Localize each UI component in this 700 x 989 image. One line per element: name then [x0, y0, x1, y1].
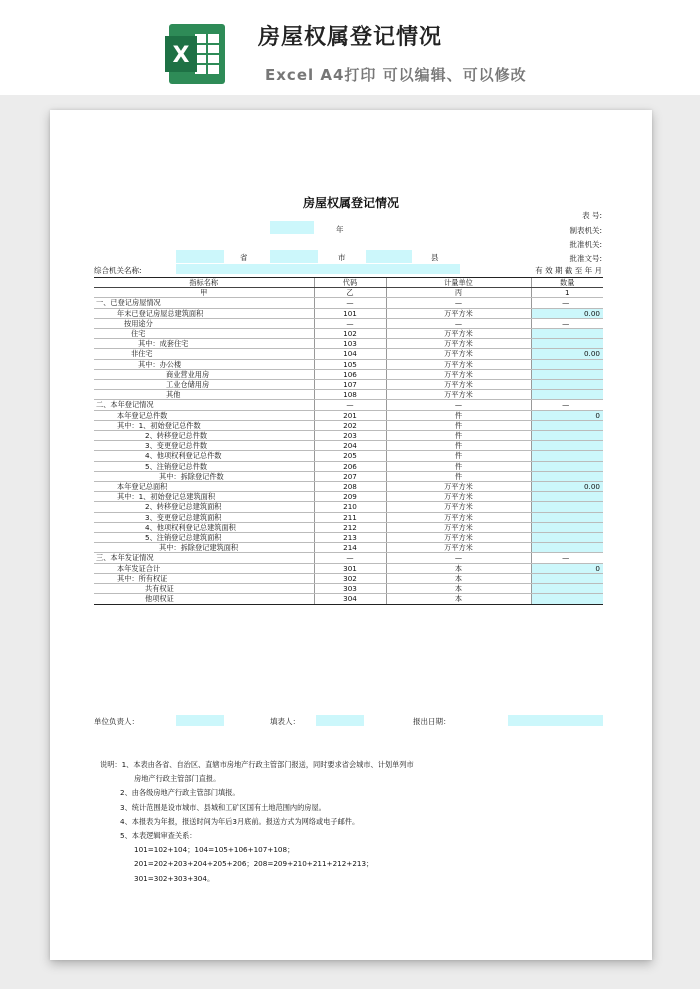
- row-code: 104: [314, 349, 386, 359]
- city-input[interactable]: [270, 250, 318, 263]
- row-name: 4、他项权利登记总建筑面积: [94, 522, 314, 532]
- note-line: 301=302+303+304。: [134, 873, 215, 883]
- row-code: 108: [314, 390, 386, 400]
- row-unit: 件: [386, 461, 531, 471]
- row-unit: 万平方米: [386, 482, 531, 492]
- row-unit: 件: [386, 410, 531, 420]
- row-unit: 万平方米: [386, 533, 531, 543]
- row-unit: 本: [386, 573, 531, 583]
- row-code: 209: [314, 492, 386, 502]
- row-name: 工业仓储用房: [94, 380, 314, 390]
- row-name: 他项权证: [94, 594, 314, 604]
- row-quantity[interactable]: [531, 594, 603, 604]
- row-quantity[interactable]: [531, 584, 603, 594]
- row-quantity[interactable]: [531, 420, 603, 430]
- row-code: 213: [314, 533, 386, 543]
- row-quantity: —: [531, 298, 603, 308]
- table-row: [94, 359, 603, 369]
- row-code: 301: [314, 563, 386, 573]
- table-row: [94, 308, 603, 318]
- table-row: [94, 369, 603, 379]
- row-name: 二、本年登记情况: [94, 400, 314, 410]
- row-code: 211: [314, 512, 386, 522]
- row-quantity: —: [531, 400, 603, 410]
- column-header: 计量单位: [386, 278, 531, 288]
- row-quantity[interactable]: [531, 329, 603, 339]
- row-quantity[interactable]: [531, 380, 603, 390]
- table-row: [94, 594, 603, 604]
- row-name: 其中：办公楼: [94, 359, 314, 369]
- meta-issuing-agency: 制表机关:: [569, 226, 602, 235]
- table-row: [94, 329, 603, 339]
- row-name: 2、转移登记总件数: [94, 431, 314, 441]
- column-header-row: [94, 278, 603, 288]
- table-row: [94, 471, 603, 481]
- row-code: 202: [314, 420, 386, 430]
- row-code: 204: [314, 441, 386, 451]
- filler-label: 填表人：: [270, 717, 300, 726]
- row-quantity[interactable]: [531, 339, 603, 349]
- responsible-label: 单位负责人：: [94, 717, 139, 726]
- row-unit: 本: [386, 594, 531, 604]
- row-name: 其中：1、初始登记总件数: [94, 420, 314, 430]
- row-name: 其他: [94, 390, 314, 400]
- row-code: 304: [314, 594, 386, 604]
- province-input[interactable]: [176, 250, 224, 263]
- table-row: [94, 298, 603, 308]
- row-quantity[interactable]: [531, 533, 603, 543]
- row-name: 其中：1、初始登记总建筑面积: [94, 492, 314, 502]
- table-row: [94, 533, 603, 543]
- meta-approval-number: 批准文号:: [569, 254, 602, 263]
- table-row: [94, 563, 603, 573]
- row-quantity[interactable]: [531, 441, 603, 451]
- row-quantity[interactable]: 0.00: [531, 308, 603, 318]
- report-date-input[interactable]: [508, 715, 603, 726]
- year-label: 年: [336, 225, 344, 234]
- row-quantity[interactable]: 0.00: [531, 482, 603, 492]
- row-quantity: —: [531, 553, 603, 563]
- row-quantity[interactable]: [531, 471, 603, 481]
- row-code: 207: [314, 471, 386, 481]
- row-name: 年末已登记房屋总建筑面积: [94, 308, 314, 318]
- data-table: [94, 277, 603, 605]
- county-input[interactable]: [366, 250, 412, 263]
- row-quantity[interactable]: [531, 512, 603, 522]
- row-code: 106: [314, 369, 386, 379]
- column-id-row: [94, 288, 603, 298]
- table-body: [94, 298, 603, 604]
- row-unit: 万平方米: [386, 522, 531, 532]
- table-row: [94, 553, 603, 563]
- row-code: 203: [314, 431, 386, 441]
- row-code: 107: [314, 380, 386, 390]
- row-code: 102: [314, 329, 386, 339]
- row-unit: —: [386, 400, 531, 410]
- row-quantity[interactable]: [531, 573, 603, 583]
- row-code: —: [314, 400, 386, 410]
- excel-icon: [161, 20, 229, 88]
- row-code: 208: [314, 482, 386, 492]
- org-name-input[interactable]: [176, 264, 460, 274]
- row-unit: 件: [386, 471, 531, 481]
- row-quantity[interactable]: [531, 492, 603, 502]
- row-name: 非住宅: [94, 349, 314, 359]
- row-name: 2、转移登记总建筑面积: [94, 502, 314, 512]
- page-title: 房屋权属登记情况: [258, 25, 443, 50]
- row-code: 201: [314, 410, 386, 420]
- table-row: [94, 512, 603, 522]
- row-code: 303: [314, 584, 386, 594]
- row-unit: 万平方米: [386, 380, 531, 390]
- valid-until: 有 效 期 截 至 年 月: [535, 266, 602, 275]
- table-row: [94, 318, 603, 328]
- city-label: 市: [338, 253, 346, 262]
- row-name: 本年登记总件数: [94, 410, 314, 420]
- table-row: [94, 461, 603, 471]
- row-quantity[interactable]: [531, 451, 603, 461]
- row-unit: 本: [386, 584, 531, 594]
- row-quantity[interactable]: 0: [531, 410, 603, 420]
- form-title: 房屋权属登记情况: [302, 196, 399, 210]
- table-row: [94, 431, 603, 441]
- report-date-label: 报出日期：: [413, 717, 451, 726]
- note-line: 201=202+203+204+205+206；208=209+210+211+212+213；: [134, 859, 374, 869]
- row-quantity[interactable]: [531, 502, 603, 512]
- row-name: 其中：拆除登记建筑面积: [94, 543, 314, 553]
- meta-table-number: 表 号:: [582, 211, 602, 220]
- row-name: 住宅: [94, 329, 314, 339]
- row-unit: 万平方米: [386, 329, 531, 339]
- column-id: 1: [531, 288, 603, 298]
- note-line: 2、由各级房地产行政主管部门填报。: [120, 788, 240, 798]
- note-line: 说明：1、本表由各省、自治区、直辖市房地产行政主管部门报送，同时要求省会城市、计划单列市: [100, 760, 414, 769]
- column-header: 代码: [314, 278, 386, 288]
- row-quantity[interactable]: 0: [531, 563, 603, 573]
- notes: [100, 758, 414, 886]
- row-name: 3、变更登记总件数: [94, 441, 314, 451]
- note-line: 4、本报表为年报，报送时间为年后3月底前。报送方式为网络或电子邮件。: [120, 816, 360, 826]
- note-line: 101=102+104；104=105+106+107+108；: [134, 845, 295, 855]
- row-quantity[interactable]: [531, 522, 603, 532]
- column-id: 丙: [386, 288, 531, 298]
- row-name: 4、他项权利登记总件数: [94, 451, 314, 461]
- row-code: —: [314, 318, 386, 328]
- row-name: 按用途分: [94, 318, 314, 328]
- row-unit: 万平方米: [386, 502, 531, 512]
- province-label: 省: [240, 253, 248, 262]
- row-unit: —: [386, 553, 531, 563]
- row-name: 其中：拆除登记件数: [94, 471, 314, 481]
- row-name: 其中：成套住宅: [94, 339, 314, 349]
- row-code: —: [314, 553, 386, 563]
- row-code: 105: [314, 359, 386, 369]
- row-unit: 本: [386, 563, 531, 573]
- row-quantity[interactable]: [531, 369, 603, 379]
- row-unit: —: [386, 318, 531, 328]
- row-quantity[interactable]: [531, 359, 603, 369]
- row-name: 一、已登记房屋情况: [94, 298, 314, 308]
- row-name: 3、变更登记总建筑面积: [94, 512, 314, 522]
- row-code: 205: [314, 451, 386, 461]
- row-quantity[interactable]: [531, 390, 603, 400]
- row-name: 共有权证: [94, 584, 314, 594]
- row-quantity[interactable]: [531, 431, 603, 441]
- table-row: [94, 502, 603, 512]
- row-unit: 万平方米: [386, 349, 531, 359]
- note-line: 房地产行政主管部门直报。: [134, 774, 221, 784]
- table-row: [94, 573, 603, 583]
- row-quantity[interactable]: [531, 461, 603, 471]
- row-unit: 万平方米: [386, 339, 531, 349]
- table-row: [94, 441, 603, 451]
- spreadsheet-page: [50, 110, 652, 960]
- row-name: 本年登记总面积: [94, 482, 314, 492]
- column-header: 指标名称: [94, 278, 314, 288]
- row-code: —: [314, 298, 386, 308]
- row-code: 210: [314, 502, 386, 512]
- note-line: 5、本表逻辑审查关系：: [120, 831, 197, 841]
- row-quantity[interactable]: 0.00: [531, 349, 603, 359]
- row-unit: 件: [386, 420, 531, 430]
- row-name: 其中：所有权证: [94, 573, 314, 583]
- table-row: [94, 543, 603, 553]
- table-row: [94, 522, 603, 532]
- table-row: [94, 420, 603, 430]
- row-unit: 万平方米: [386, 359, 531, 369]
- row-code: 214: [314, 543, 386, 553]
- row-name: 三、本年发证情况: [94, 553, 314, 563]
- row-unit: 件: [386, 431, 531, 441]
- table-row: [94, 349, 603, 359]
- row-name: 5、注销登记总件数: [94, 461, 314, 471]
- row-unit: 万平方米: [386, 369, 531, 379]
- row-name: 5、注销登记总建筑面积: [94, 533, 314, 543]
- row-unit: 万平方米: [386, 308, 531, 318]
- table-row: [94, 339, 603, 349]
- county-label: 县: [431, 253, 439, 262]
- row-unit: 件: [386, 451, 531, 461]
- column-id: 甲: [94, 288, 314, 298]
- table-row: [94, 451, 603, 461]
- row-unit: 万平方米: [386, 492, 531, 502]
- row-unit: 万平方米: [386, 543, 531, 553]
- table-row: [94, 492, 603, 502]
- table-row: [94, 410, 603, 420]
- row-name: 商业营业用房: [94, 369, 314, 379]
- row-code: 101: [314, 308, 386, 318]
- row-name: 本年发证合计: [94, 563, 314, 573]
- year-input[interactable]: [270, 221, 314, 234]
- column-id: 乙: [314, 288, 386, 298]
- svg-text:X: X: [172, 43, 190, 68]
- row-code: 206: [314, 461, 386, 471]
- row-unit: 件: [386, 441, 531, 451]
- page-header: [0, 0, 700, 95]
- page-subtitle: Excel A4打印 可以编辑、可以修改: [265, 66, 527, 84]
- responsible-input[interactable]: [176, 715, 224, 726]
- table-row: [94, 390, 603, 400]
- row-unit: 万平方米: [386, 390, 531, 400]
- row-quantity: —: [531, 318, 603, 328]
- table-row: [94, 400, 603, 410]
- meta-approving-agency: 批准机关:: [569, 240, 602, 249]
- row-code: 212: [314, 522, 386, 532]
- row-quantity[interactable]: [531, 543, 603, 553]
- column-header: 数量: [531, 278, 603, 288]
- table-row: [94, 482, 603, 492]
- note-line: 3、统计范围是设市城市、县城和工矿区国有土地范围内的房屋。: [120, 802, 326, 812]
- org-name-label: 综合机关名称:: [94, 266, 142, 275]
- row-code: 103: [314, 339, 386, 349]
- row-unit: 万平方米: [386, 512, 531, 522]
- filler-input[interactable]: [316, 715, 364, 726]
- row-code: 302: [314, 573, 386, 583]
- table-row: [94, 380, 603, 390]
- table-row: [94, 584, 603, 594]
- row-unit: —: [386, 298, 531, 308]
